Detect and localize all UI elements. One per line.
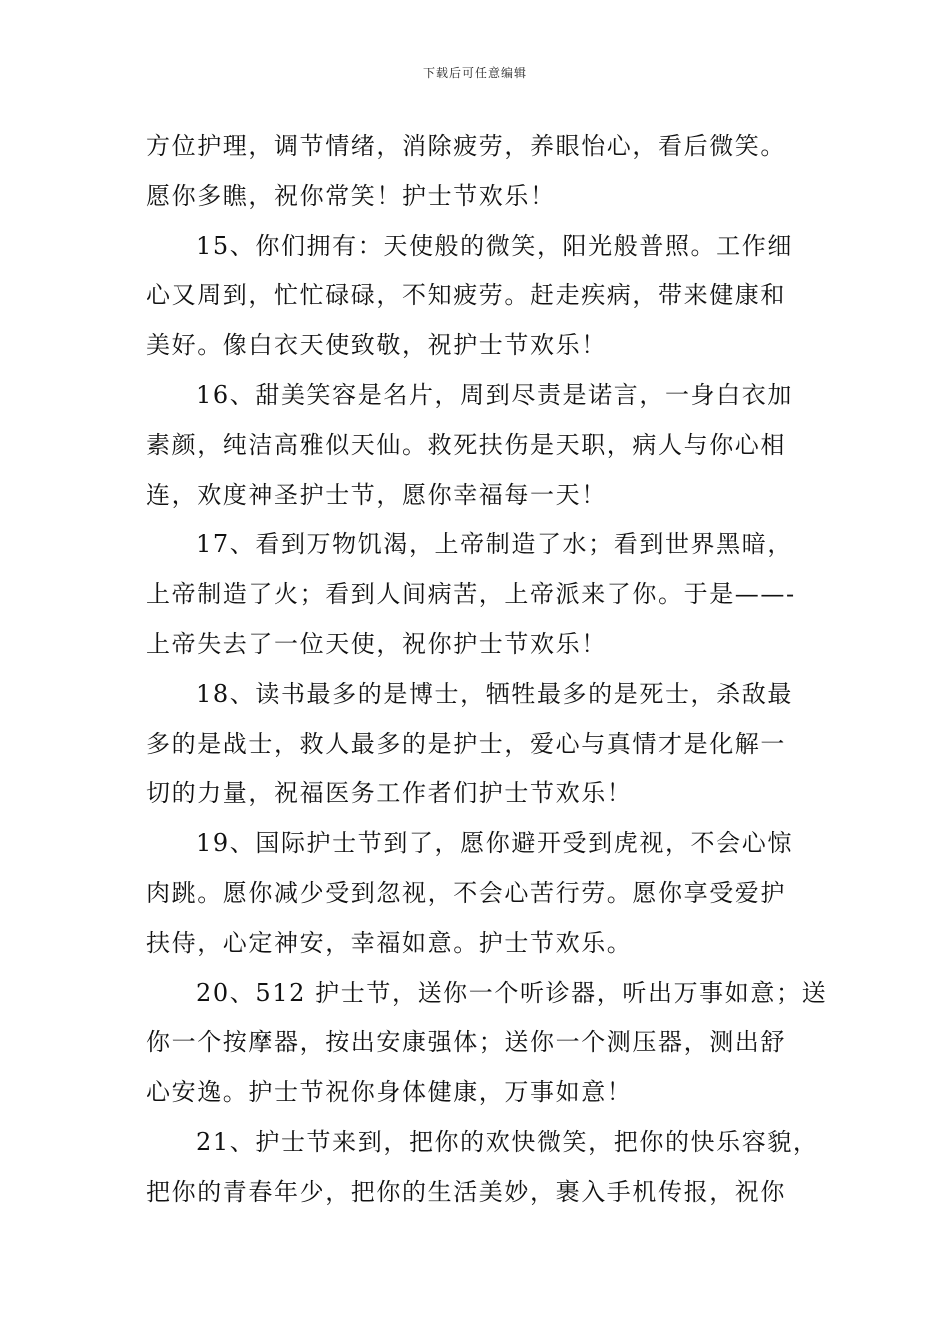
paragraph-line: 美好。像白衣天使致敬，祝护士节欢乐！ <box>146 331 607 360</box>
paragraph-line: 肉跳。愿你减少受到忽视，不会心苦行劳。愿你享受爱护 <box>146 878 786 907</box>
paragraph-first-line: 21、护士节来到，把你的欢快微笑，把你的快乐容貌， <box>196 1127 819 1156</box>
paragraph-first-line: 16、甜美笑容是名片，周到尽责是诺言，一身白衣加 <box>196 380 793 409</box>
paragraph-first-line: 15、你们拥有：天使般的微笑，阳光般普照。工作细 <box>196 231 793 260</box>
paragraph-line: 连，欢度神圣护士节，愿你幸福每一天！ <box>146 480 607 509</box>
paragraph-line: 把你的青春年少，把你的生活美妙，裹入手机传报，祝你 <box>146 1177 786 1206</box>
paragraph-line: 上帝失去了一位天使，祝你护士节欢乐！ <box>146 629 607 658</box>
document-body <box>146 122 826 1218</box>
paragraph-line: 愿你多瞧，祝你常笑！护士节欢乐！ <box>146 181 556 210</box>
paragraph-line: 心又周到，忙忙碌碌，不知疲劳。赶走疾病，带来健康和 <box>146 281 786 310</box>
paragraph-line: 扶侍，心定神安，幸福如意。护士节欢乐。 <box>146 928 633 957</box>
paragraph-first-line: 17、看到万物饥渴，上帝制造了水；看到世界黑暗， <box>196 530 793 559</box>
paragraph-line: 素颜，纯洁高雅似天仙。救死扶伤是天职，病人与你心相 <box>146 430 786 459</box>
paragraph-line: 上帝制造了火；看到人间病苦，上帝派来了你。于是——- <box>146 580 796 609</box>
paragraph-line: 多的是战士，救人最多的是护士，爱心与真情才是化解一 <box>146 729 786 758</box>
paragraph-line: 切的力量，祝福医务工作者们护士节欢乐！ <box>146 779 633 808</box>
paragraph-line: 方位护理，调节情绪，消除疲劳，养眼怡心，看后微笑。 <box>146 132 786 160</box>
paragraph-first-line: 18、读书最多的是博士，牺牲最多的是死士，杀敌最 <box>196 679 793 708</box>
paragraph-line: 心安逸。护士节祝你身体健康，万事如意！ <box>146 1078 633 1107</box>
page-header: 下载后可任意编辑 <box>422 66 527 80</box>
paragraph-first-line: 19、国际护士节到了，愿你避开受到虎视，不会心惊 <box>196 829 793 858</box>
paragraph-line: 你一个按摩器，按出安康强体；送你一个测压器，测出舒 <box>146 1028 786 1057</box>
paragraph-first-line: 20、512 护士节，送你一个听诊器，听出万事如意；送 <box>196 978 828 1007</box>
